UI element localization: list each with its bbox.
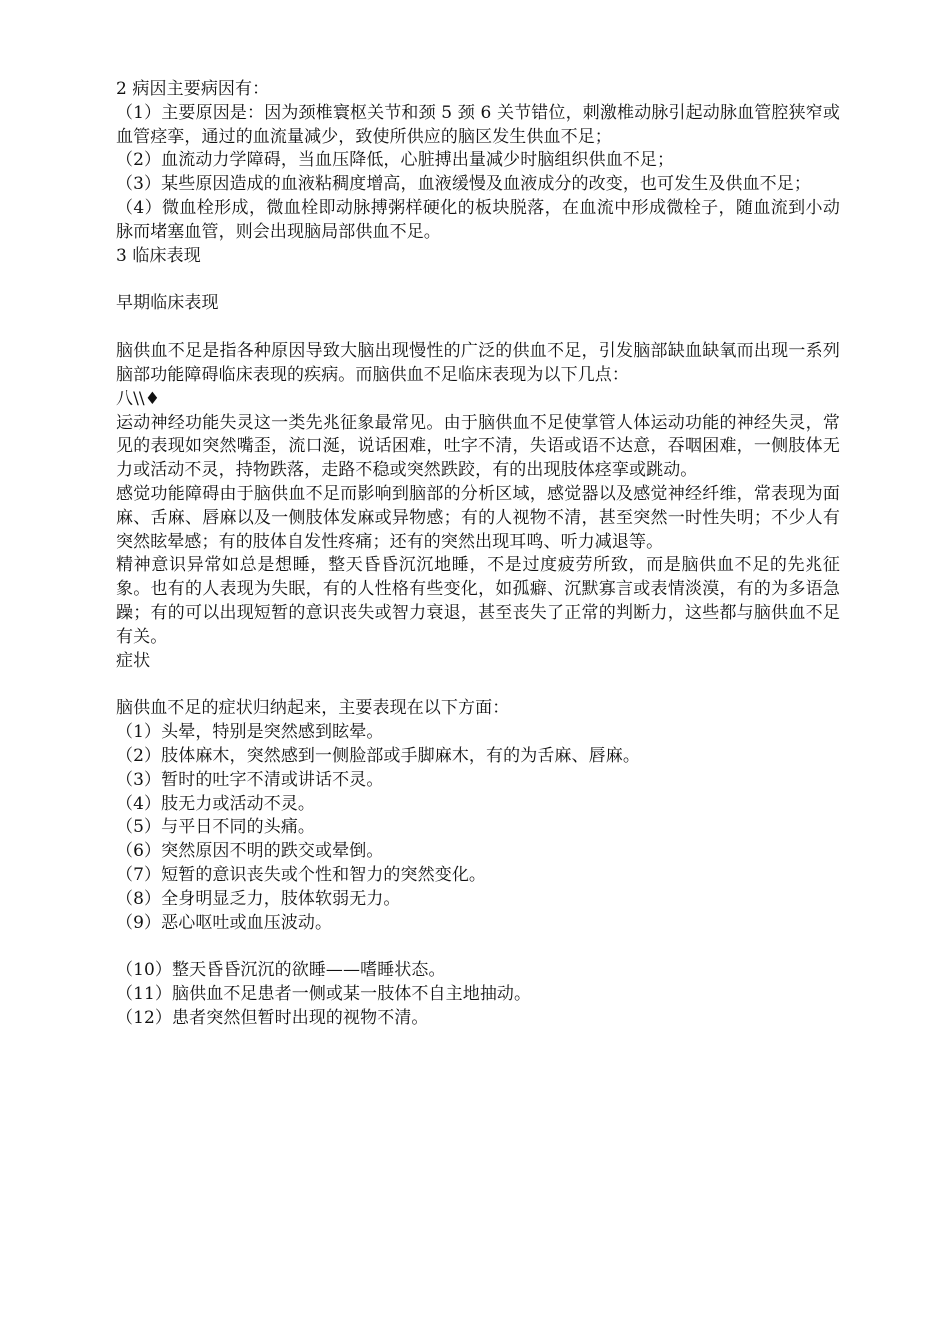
symptom-item: （2）肢体麻木，突然感到一侧脸部或手脚麻木，有的为舌麻、唇麻。: [116, 745, 640, 766]
cause-item-3: （3）某些原因造成的血液粘稠度增高，血液缓慢及血液成分的改变，也可发生及供血不足；: [116, 174, 811, 195]
symbol-line: 八\\♦: [116, 388, 161, 409]
blank-line: [116, 935, 840, 959]
symptom-item: （10）整天昏昏沉沉的欲睡——嗜睡状态。: [116, 960, 446, 981]
symptom-item: （5）与平日不同的头痛。: [116, 817, 316, 838]
motor-paragraph: 运动神经功能失灵这一类先兆征象最常见。由于脑供血不足使掌管人体运动功能的神经失灵，常见的表现如突然嘴歪，流口涎，说话困难，吐字不清，失语或语不达意，吞咽困难，一侧肢体无力或活动不灵，持物跌落，走路不稳或突然跌跤，有的出现肢体痉挛或跳动。: [116, 412, 840, 481]
symptom-item: （6）突然原因不明的跌交或晕倒。: [116, 841, 384, 862]
cause-item-1: （1）主要原因是：因为颈椎寰枢关节和颈 5 颈 6 关节错位，刺激椎动脉引起动脉血管腔狭窄或血管痉挛，通过的血流量减少，致使所供应的脑区发生供血不足；: [116, 102, 840, 147]
cause-item-4: （4）微血栓形成，微血栓即动脉搏粥样硬化的板块脱落，在血流中形成微栓子，随血流到小动脉而堵塞血管，则会出现脑局部供血不足。: [116, 197, 840, 242]
section-heading-symptoms: 症状: [116, 650, 151, 671]
symptom-item: （7）短暂的意识丧失或个性和智力的突然变化。: [116, 864, 487, 885]
symptom-item: （11）脑供血不足患者一侧或某一肢体不自主地抽动。: [116, 984, 532, 1005]
symptom-item: （1）头晕，特别是突然感到眩晕。: [116, 722, 384, 743]
blank-line: [116, 673, 840, 697]
mental-paragraph: 精神意识异常如总是想睡，整天昏昏沉沉地睡，不是过度疲劳所致，而是脑供血不足的先兆征象。也有的人表现为失眠，有的人性格有些变化，如孤癖、沉默寡言或表情淡漠，有的为多语急躁；有的可以出现短暂的意识丧失或智力衰退，甚至丧失了正常的判断力，这些都与脑供血不足有关。: [116, 555, 840, 647]
symptom-item: （3）暂时的吐字不清或讲话不灵。: [116, 769, 384, 790]
document-page: [116, 78, 840, 1031]
cause-item-2: （2）血流动力学障碍，当血压降低，心脏搏出量减少时脑组织供血不足；: [116, 150, 675, 171]
blank-line: [116, 316, 840, 340]
symptom-item: （9）恶心呕吐或血压波动。: [116, 912, 333, 933]
section-heading-causes: 2 病因主要病因有：: [116, 79, 270, 99]
blank-line: [116, 268, 840, 292]
symptoms-intro: 脑供血不足的症状归纳起来，主要表现在以下方面：: [116, 698, 510, 719]
symptom-item: （4）肢无力或活动不灵。: [116, 793, 316, 814]
symptom-item: （12）患者突然但暂时出现的视物不清。: [116, 1007, 429, 1028]
section-heading-clinical: 3 临床表现: [116, 245, 201, 266]
subheading-early-clinical: 早期临床表现: [116, 293, 219, 314]
sensory-paragraph: 感觉功能障碍由于脑供血不足而影响到脑部的分析区域，感觉器以及感觉神经纤维，常表现为面麻、舌麻、唇麻以及一侧肢体发麻或异物感；有的人视物不清，甚至突然一时性失明；不少人有突然眩晕感；有的肢体自发性疼痛；还有的突然出现耳鸣、听力减退等。: [116, 483, 840, 552]
clinical-intro-paragraph: 脑供血不足是指各种原因导致大脑出现慢性的广泛的供血不足，引发脑部缺血缺氧而出现一系列脑部功能障碍临床表现的疾病。而脑供血不足临床表现为以下几点：: [116, 341, 840, 385]
symptom-item: （8）全身明显乏力，肢体软弱无力。: [116, 888, 401, 909]
